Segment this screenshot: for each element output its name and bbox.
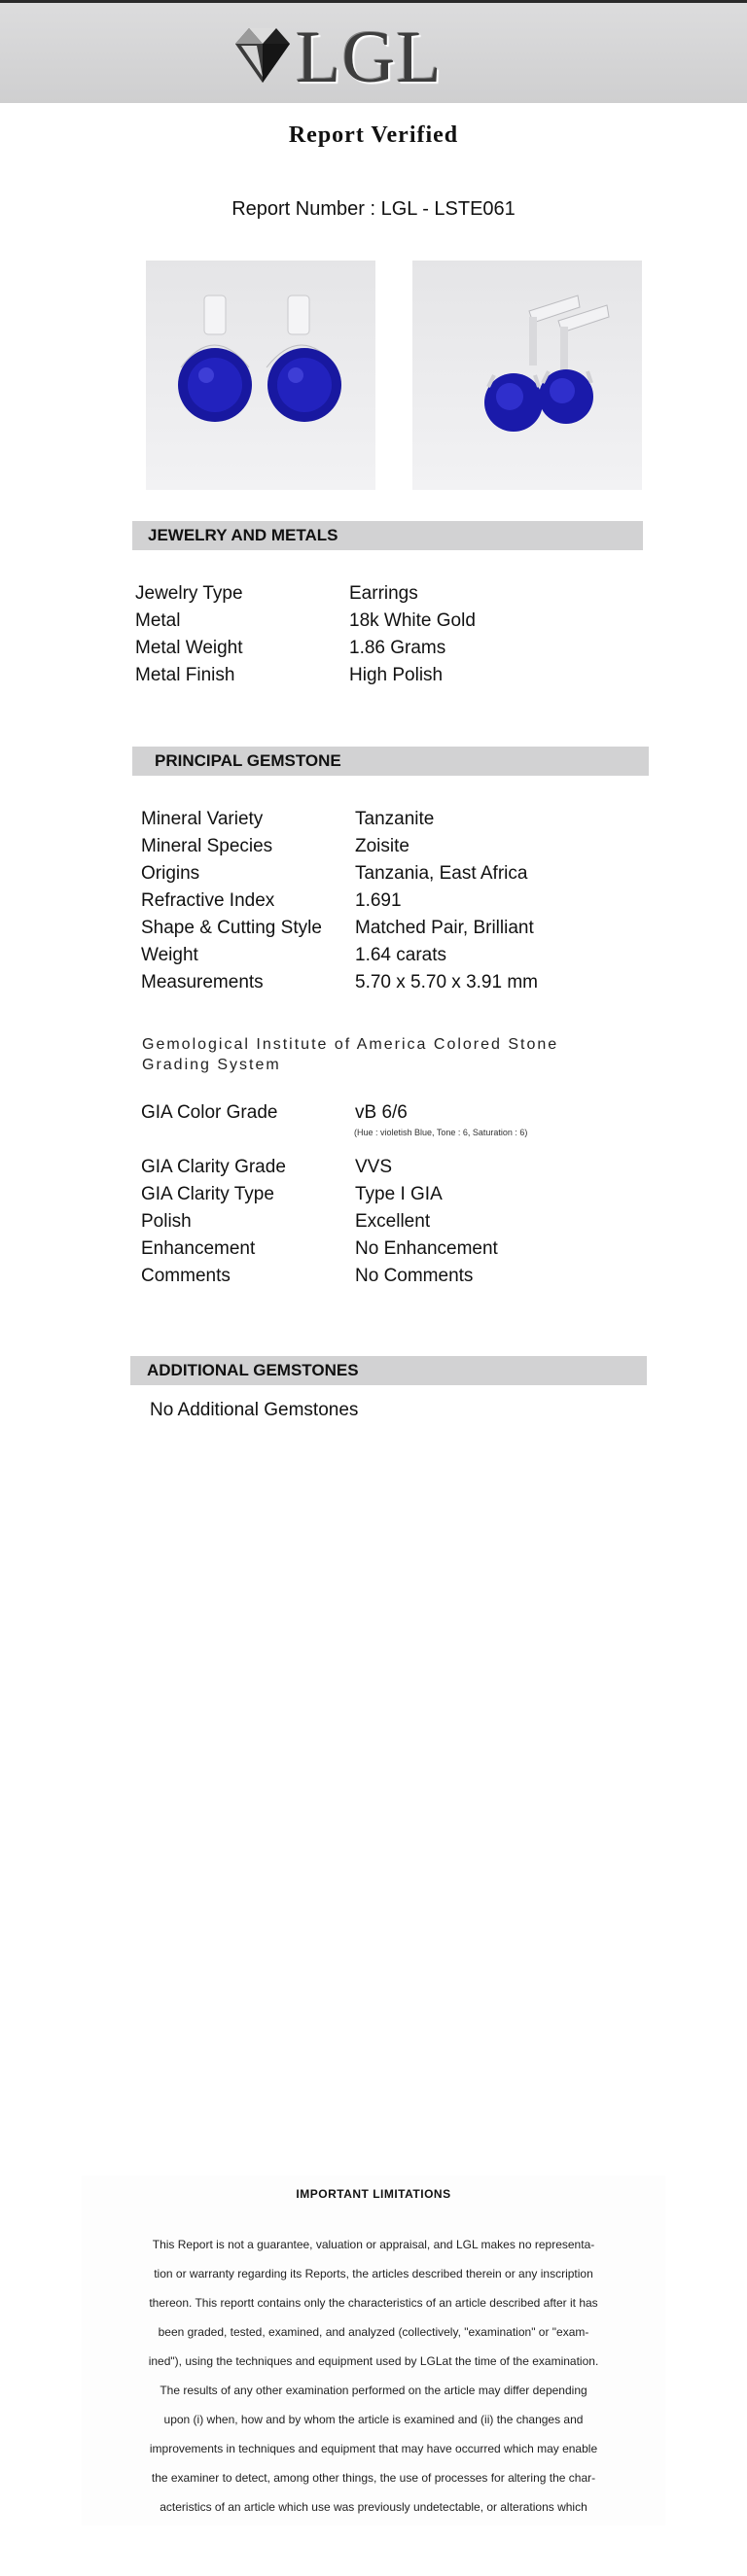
jewelry-metals-heading: JEWELRY AND METALS [132, 521, 643, 550]
row-label: Shape & Cutting Style [141, 918, 322, 938]
table-row [135, 583, 418, 605]
row-value: Earrings [349, 583, 418, 604]
row-value: vB 6/6 [355, 1102, 408, 1123]
table-row [141, 836, 409, 857]
earrings-front-illustration [146, 261, 375, 490]
table-row [141, 1102, 408, 1124]
table-row [141, 890, 402, 912]
row-value: 1.64 carats [355, 945, 446, 965]
additional-gemstones-value: No Additional Gemstones [150, 1400, 359, 1420]
row-value: Type I GIA [355, 1184, 443, 1204]
limitations-heading: IMPORTANT LIMITATIONS [296, 2187, 451, 2201]
row-label: Enhancement [141, 1238, 256, 1259]
table-row [141, 945, 446, 966]
row-label: Metal Weight [135, 638, 243, 658]
row-value: No Enhancement [355, 1238, 498, 1259]
limitations-line: ined"), using the techniques and equipment used by LGLat the time of the examination. [148, 2354, 599, 2368]
limitations-line: improvements in techniques and equipment that may have occurred which may enable [149, 2442, 598, 2455]
row-label: Measurements [141, 972, 264, 992]
table-row [141, 1266, 474, 1287]
limitations-line: This Report is not a guarantee, valuation or appraisal, and LGL makes no representa- [152, 2238, 595, 2251]
row-value: 1.691 [355, 890, 402, 911]
diamond-icon [228, 22, 298, 90]
limitations-line: acteristics of an article which use was previously undetectable, or alterations which [160, 2500, 587, 2514]
row-label: Jewelry Type [135, 583, 243, 604]
row-label: Mineral Variety [141, 809, 264, 829]
row-value: Zoisite [355, 836, 409, 856]
row-label: GIA Color Grade [141, 1102, 278, 1123]
table-row [135, 665, 444, 686]
row-label: Origins [141, 863, 200, 884]
table-row [141, 809, 435, 830]
row-value: 1.86 Grams [349, 638, 446, 658]
row-value: High Polish [349, 665, 444, 685]
table-row [141, 1157, 393, 1178]
row-label: Mineral Species [141, 836, 273, 856]
lgl-logo [228, 17, 480, 96]
table-row [141, 1211, 431, 1233]
row-value: Excellent [355, 1211, 431, 1232]
report-number: Report Number : LGL - LSTE061 [231, 198, 516, 220]
row-label: GIA Clarity Type [141, 1184, 274, 1204]
row-value: VVS [355, 1157, 393, 1177]
table-row [141, 918, 534, 939]
report-title: Report Verified [288, 122, 459, 148]
row-label: Metal Finish [135, 665, 235, 685]
earrings-photo-angled [412, 261, 642, 490]
row-value: 18k White Gold [349, 610, 476, 631]
row-label: Polish [141, 1211, 192, 1232]
table-row [141, 972, 538, 993]
header-banner [0, 3, 747, 103]
limitations-line: upon (i) when, how and by whom the article is examined and (ii) the changes and [163, 2413, 584, 2426]
row-label: Comments [141, 1266, 231, 1286]
row-label: Weight [141, 945, 198, 965]
row-value: Tanzanite [355, 809, 435, 829]
row-value: 5.70 x 5.70 x 3.91 mm [355, 972, 538, 992]
row-label: Metal [135, 610, 181, 631]
principal-gemstone-heading: PRINCIPAL GEMSTONE [132, 747, 649, 776]
table-row [141, 1238, 498, 1260]
table-row [135, 638, 446, 659]
row-label: Refractive Index [141, 890, 275, 911]
logo-text: LGL [296, 17, 443, 98]
grading-system-title: Gemological Institute of America Colored Stone Grading System [142, 1036, 559, 1073]
table-row [141, 1184, 443, 1205]
row-value: Tanzania, East Africa [355, 863, 528, 884]
row-value: Matched Pair, Brilliant [355, 918, 534, 938]
important-limitations [82, 2176, 665, 2525]
earrings-angled-illustration [412, 261, 642, 490]
limitations-line: The results of any other examination performed on the article may differ depending [160, 2384, 587, 2397]
row-value: No Comments [355, 1266, 474, 1286]
limitations-line: the examiner to detect, among other things, the use of processes for altering the char- [151, 2471, 596, 2485]
row-label: GIA Clarity Grade [141, 1157, 286, 1177]
earrings-photo-front [146, 261, 375, 490]
color-grade-note: (Hue : violetish Blue, Tone : 6, Saturation : 6) [354, 1128, 528, 1137]
limitations-line: thereon. This reportt contains only the characteristics of an article described after it has [149, 2296, 598, 2310]
table-row [141, 863, 528, 885]
limitations-line: been graded, tested, examined, and analyzed (collectively, "examination" or "exam- [158, 2325, 589, 2339]
table-row [135, 610, 476, 632]
limitations-line: tion or warranty regarding its Reports, the articles described therein or any inscription [154, 2267, 593, 2280]
additional-gemstones-heading: ADDITIONAL GEMSTONES [130, 1356, 647, 1385]
